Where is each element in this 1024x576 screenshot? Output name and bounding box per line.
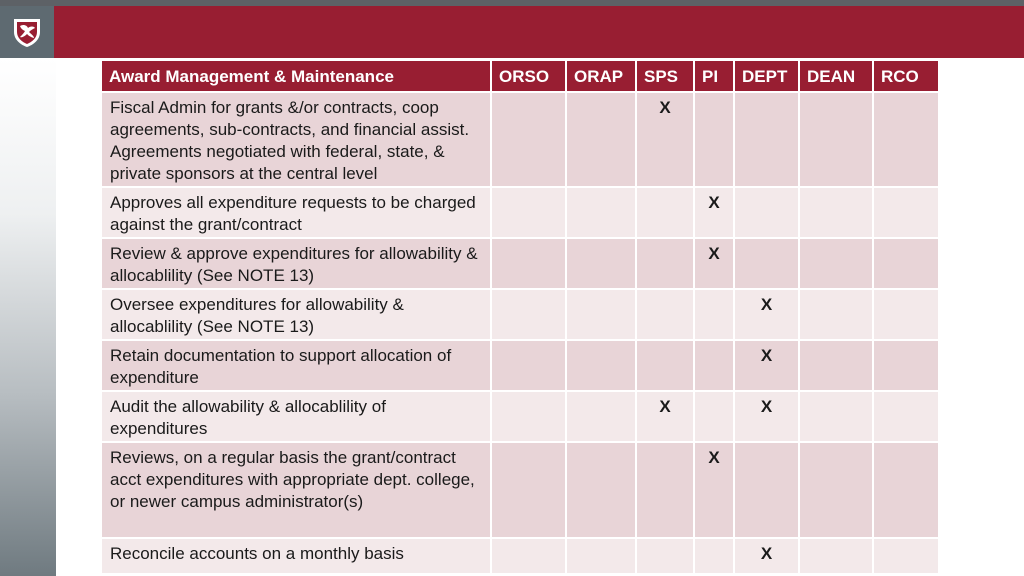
dept-cell — [734, 187, 799, 238]
dean-cell — [799, 289, 873, 340]
dept-cell: X — [734, 340, 799, 391]
table-row — [101, 238, 939, 289]
orap-cell — [566, 289, 636, 340]
column-header-pi: PI — [694, 60, 734, 92]
sps-cell — [636, 289, 694, 340]
orso-cell — [491, 187, 566, 238]
orso-cell — [491, 340, 566, 391]
sps-cell: X — [636, 92, 694, 187]
task-cell: Approves all expenditure requests to be charged against the grant/contract — [101, 187, 491, 238]
dept-cell — [734, 92, 799, 187]
orap-cell — [566, 187, 636, 238]
sps-cell — [636, 238, 694, 289]
table-row — [101, 187, 939, 238]
sps-cell — [636, 538, 694, 574]
dean-cell — [799, 340, 873, 391]
header-band — [0, 6, 1024, 58]
award-table-wrapper — [100, 59, 940, 575]
pi-cell: X — [694, 187, 734, 238]
dept-cell: X — [734, 391, 799, 442]
column-header-task: Award Management & Maintenance — [101, 60, 491, 92]
task-cell: Audit the allowability & allocablility of expenditures — [101, 391, 491, 442]
task-cell: Oversee expenditures for allowability & allocablility (See NOTE 13) — [101, 289, 491, 340]
pi-cell — [694, 538, 734, 574]
orso-cell — [491, 289, 566, 340]
dean-cell — [799, 538, 873, 574]
sps-cell — [636, 187, 694, 238]
orap-cell — [566, 340, 636, 391]
pi-cell: X — [694, 238, 734, 289]
task-cell: Reviews, on a regular basis the grant/contract acct expenditures with appropriate dept. college, or newer campus administrator(s) — [101, 442, 491, 538]
pi-cell — [694, 92, 734, 187]
award-management-table — [100, 59, 940, 575]
pi-cell — [694, 391, 734, 442]
dept-cell: X — [734, 289, 799, 340]
rco-cell — [873, 391, 939, 442]
orap-cell — [566, 238, 636, 289]
table-row — [101, 391, 939, 442]
orso-cell — [491, 238, 566, 289]
logo — [0, 6, 54, 58]
column-header-rco: RCO — [873, 60, 939, 92]
rco-cell — [873, 289, 939, 340]
dept-cell — [734, 442, 799, 538]
rco-cell — [873, 340, 939, 391]
orap-cell — [566, 92, 636, 187]
orap-cell — [566, 391, 636, 442]
dept-cell — [734, 238, 799, 289]
rco-cell — [873, 238, 939, 289]
rco-cell — [873, 442, 939, 538]
rco-cell — [873, 187, 939, 238]
task-cell: Retain documentation to support allocation of expenditure — [101, 340, 491, 391]
table-row — [101, 442, 939, 538]
dean-cell — [799, 442, 873, 538]
pi-cell: X — [694, 442, 734, 538]
column-header-orso: ORSO — [491, 60, 566, 92]
dean-cell — [799, 187, 873, 238]
column-header-dept: DEPT — [734, 60, 799, 92]
task-cell: Review & approve expenditures for allowability & allocablility (See NOTE 13) — [101, 238, 491, 289]
sps-cell: X — [636, 391, 694, 442]
column-header-orap: ORAP — [566, 60, 636, 92]
pi-cell — [694, 289, 734, 340]
rco-cell — [873, 92, 939, 187]
table-row — [101, 538, 939, 574]
wsu-cougar-shield-icon — [10, 15, 44, 49]
left-rail — [0, 58, 56, 576]
task-cell: Reconcile accounts on a monthly basis — [101, 538, 491, 574]
orso-cell — [491, 442, 566, 538]
dean-cell — [799, 92, 873, 187]
orso-cell — [491, 391, 566, 442]
table-row — [101, 92, 939, 187]
orap-cell — [566, 538, 636, 574]
orap-cell — [566, 442, 636, 538]
table-row — [101, 340, 939, 391]
dean-cell — [799, 391, 873, 442]
table-row — [101, 289, 939, 340]
column-header-dean: DEAN — [799, 60, 873, 92]
orso-cell — [491, 538, 566, 574]
sps-cell — [636, 340, 694, 391]
pi-cell — [694, 340, 734, 391]
orso-cell — [491, 92, 566, 187]
dept-cell: X — [734, 538, 799, 574]
sps-cell — [636, 442, 694, 538]
dean-cell — [799, 238, 873, 289]
task-cell: Fiscal Admin for grants &/or contracts, coop agreements, sub-contracts, and financial assist. Agreements negotiated with federal, state, & private sponsors at the central level — [101, 92, 491, 187]
column-header-sps: SPS — [636, 60, 694, 92]
table-header-row — [101, 60, 939, 92]
rco-cell — [873, 538, 939, 574]
